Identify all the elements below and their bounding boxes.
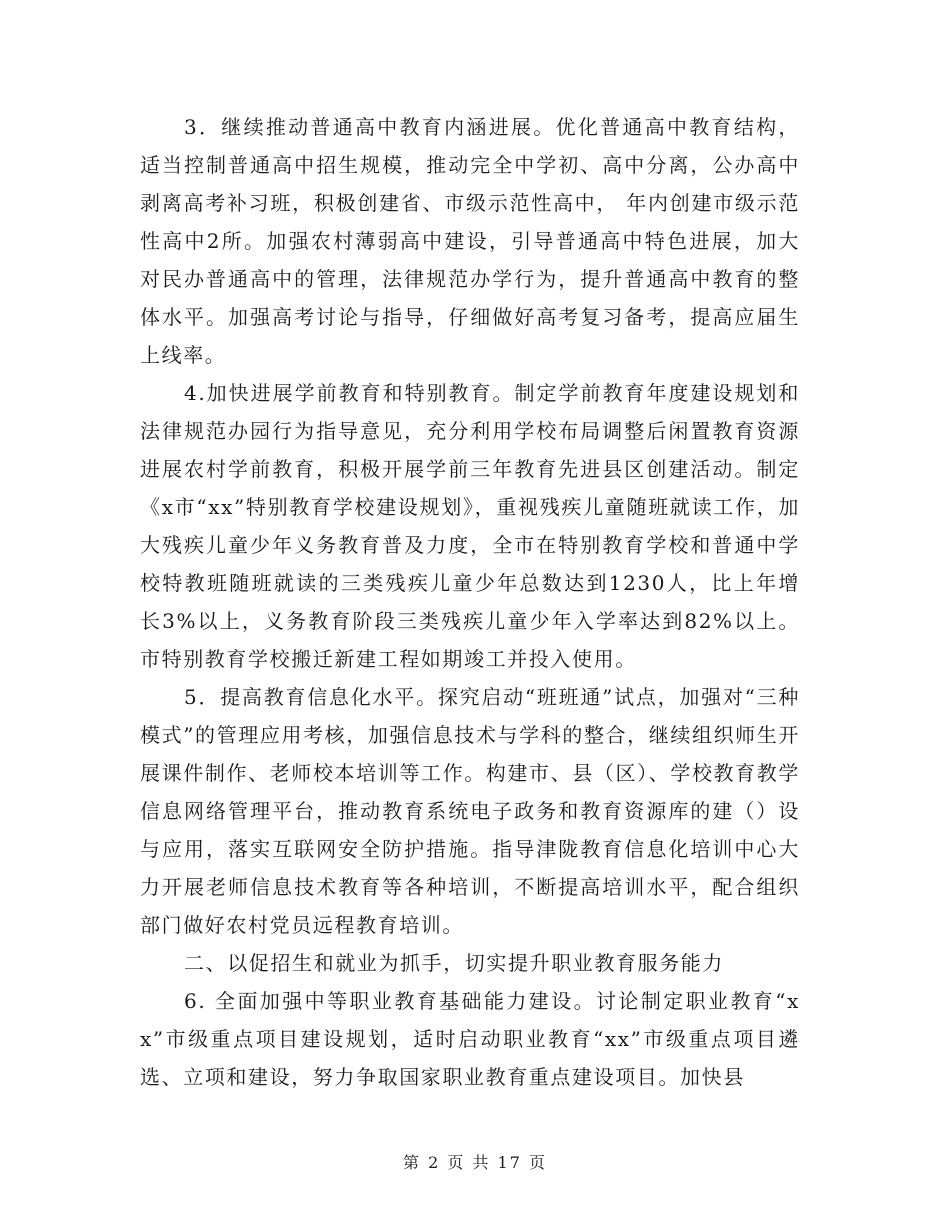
section-heading: 二、以促招生和就业为抓手，切实提升职业教育服务能力	[184, 951, 724, 975]
paragraph-5: 5．提高教育信息化水平。探究启动“班班通”试点，加强对“三种模式”的管理应用考核，加强信息技术与学科的整合，继续组织师生开展课件制作、老师校本培训等工作。构建市、县（区）、学校教育教学信息网络管理平台，推动教育系统电子政务和教育资源库的建（）设与应用，落实互联网安全防护措施。指导津陇教育信息化培训中心大力开展老师信息技术教育等各种培训，不断提高培训水平，配合组织部门做好农村党员远程教育培训。	[140, 685, 800, 937]
page-footer: 第 2 页 共 17 页	[403, 1153, 547, 1172]
paragraph-6: 6. 全面加强中等职业教育基础能力建设。讨论制定职业教育“xx”市级重点项目建设规划，适时启动职业教育“xx”市级重点项目遴选、立项和建设，努力争取国家职业教育重点建设项目。加快县	[140, 989, 800, 1089]
paragraph-3: 3．继续推动普通高中教育内涵进展。优化普通高中教育结构，适当控制普通高中招生规模，推动完全中学初、高中分离，公办高中剥离高考补习班，积极创建省、市级示范性高中， 年内创建市级示范性高中2所。加强农村薄弱高中建设，引导普通高中特色进展，加大对民办普通高中的管理，法律规范办学行为，提升普通高中教育的整体水平。加强高考讨论与指导，仔细做好高考复习备考，提高应届生上线率。	[140, 115, 800, 367]
paragraph-4: 4.加快进展学前教育和特别教育。制定学前教育年度建设规划和法律规范办园行为指导意见，充分利用学校布局调整后闲置教育资源进展农村学前教育，积极开展学前三年教育先进县区创建活动。制定《x市“xx”特别教育学校建设规划》，重视残疾儿童随班就读工作，加大残疾儿童少年义务教育普及力度，全市在特别教育学校和普通中学校特教班随班就读的三类残疾儿童少年总数达到1230人，比上年增长3%以上，义务教育阶段三类残疾儿童少年入学率达到82%以上。市特别教育学校搬迁新建工程如期竣工并投入使用。	[140, 381, 800, 671]
document-body	[140, 108, 800, 1096]
